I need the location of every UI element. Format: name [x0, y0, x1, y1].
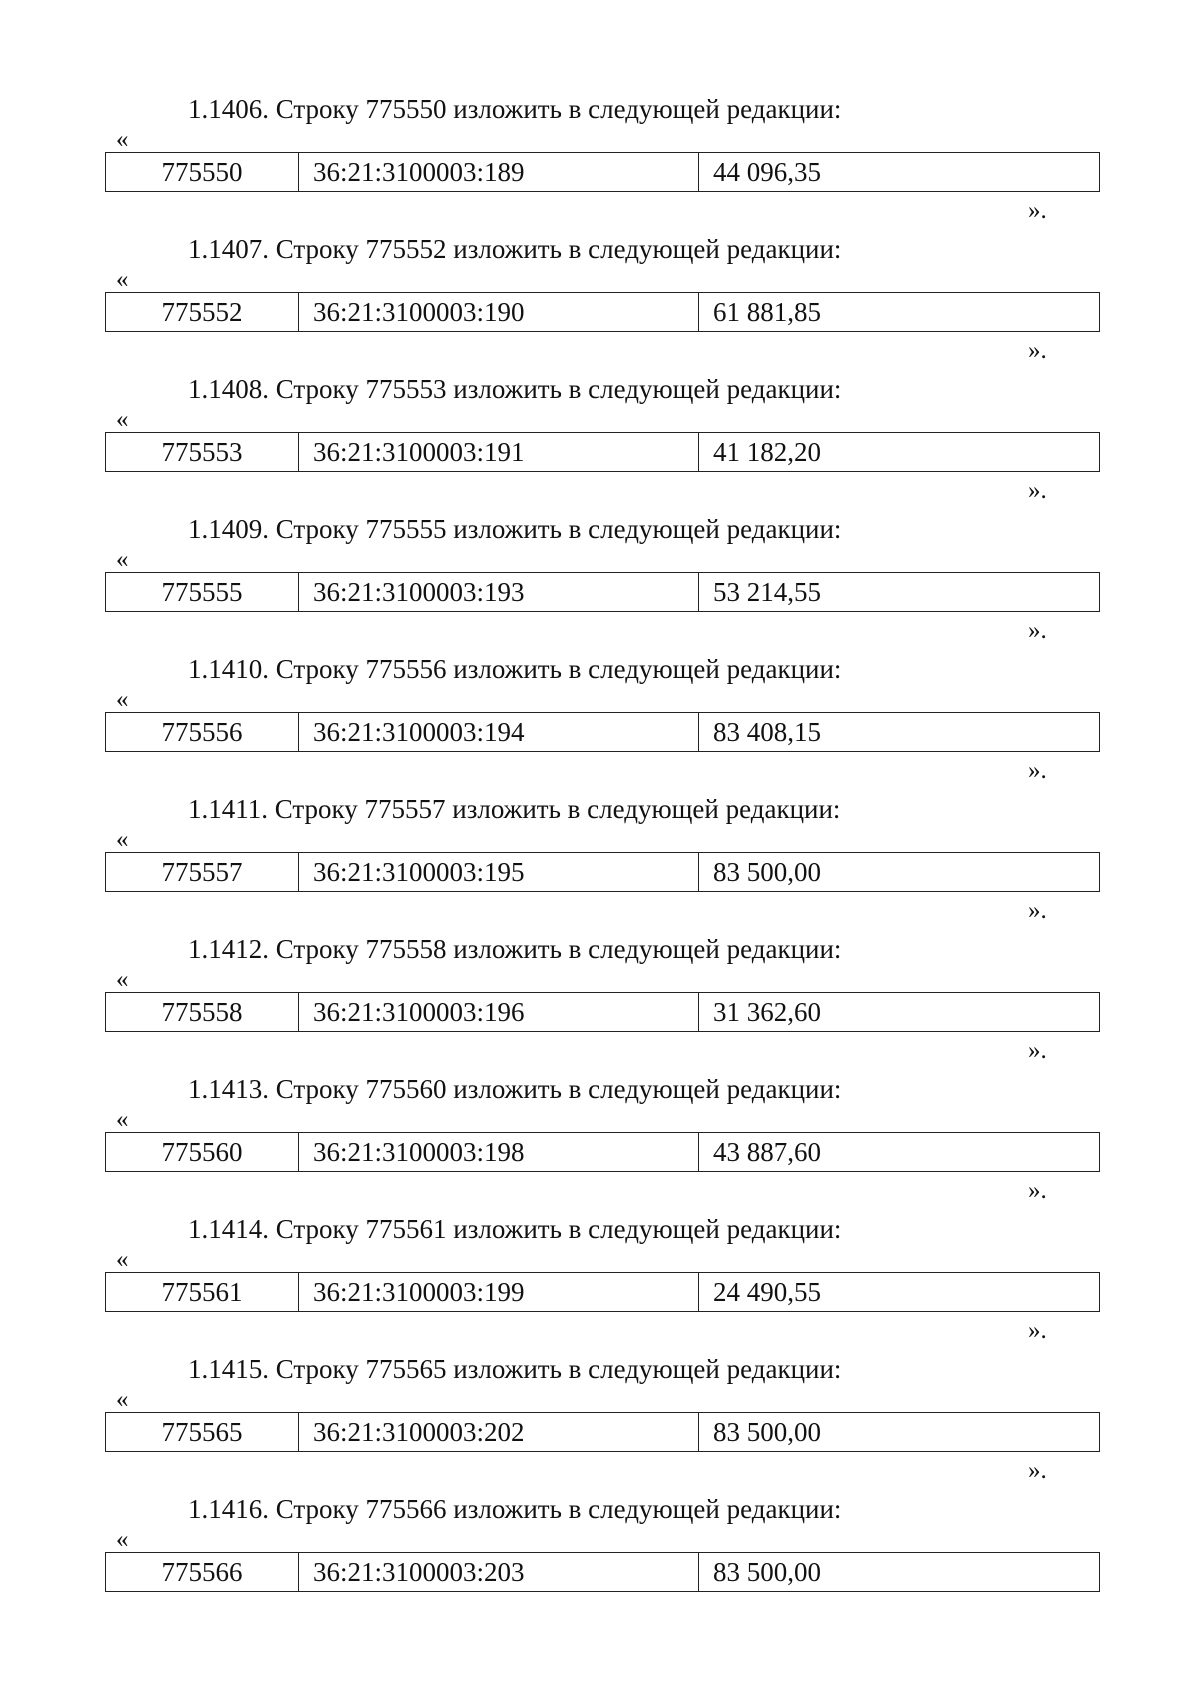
table-row	[106, 293, 1100, 332]
amendment-block	[0, 1492, 1200, 1632]
closing-quote: ».	[1028, 197, 1047, 224]
table-row	[106, 153, 1100, 192]
amendment-row-table	[105, 292, 1100, 332]
cadastral-number-cell: 36:21:3100003:195	[299, 853, 699, 892]
amendment-heading: 1.1409. Строку 775555 изложить в следующей редакции:	[188, 514, 842, 544]
amendment-block	[0, 512, 1200, 652]
amendment-row-table	[105, 1552, 1100, 1592]
cadastral-number-cell: 36:21:3100003:193	[299, 573, 699, 612]
opening-quote: «	[116, 266, 129, 293]
closing-quote: ».	[1028, 1317, 1047, 1344]
cadastral-value-cell: 83 500,00	[699, 1413, 1100, 1452]
row-code-cell: 775550	[106, 153, 299, 192]
cadastral-number-cell: 36:21:3100003:196	[299, 993, 699, 1032]
table-row	[106, 1273, 1100, 1312]
amendment-row-table	[105, 432, 1100, 472]
cadastral-value-cell: 24 490,55	[699, 1273, 1100, 1312]
amendment-row-table	[105, 992, 1100, 1032]
amendment-row-table	[105, 1272, 1100, 1312]
amendment-heading: 1.1407. Строку 775552 изложить в следующей редакции:	[188, 234, 842, 264]
row-code-cell: 775565	[106, 1413, 299, 1452]
cadastral-number-cell: 36:21:3100003:203	[299, 1553, 699, 1592]
cadastral-value-cell: 43 887,60	[699, 1133, 1100, 1172]
table-row	[106, 713, 1100, 752]
cadastral-value-cell: 53 214,55	[699, 573, 1100, 612]
table-row	[106, 1133, 1100, 1172]
opening-quote: «	[116, 686, 129, 713]
closing-quote: ».	[1028, 757, 1047, 784]
cadastral-value-cell: 83 500,00	[699, 853, 1100, 892]
opening-quote: «	[116, 1386, 129, 1413]
amendment-block	[0, 792, 1200, 932]
cadastral-value-cell: 44 096,35	[699, 153, 1100, 192]
amendment-block	[0, 1072, 1200, 1212]
amendment-row-table	[105, 852, 1100, 892]
cadastral-number-cell: 36:21:3100003:202	[299, 1413, 699, 1452]
amendment-block	[0, 652, 1200, 792]
closing-quote: ».	[1028, 1177, 1047, 1204]
amendment-block	[0, 1352, 1200, 1492]
opening-quote: «	[116, 1526, 129, 1553]
amendment-block	[0, 932, 1200, 1072]
row-code-cell: 775561	[106, 1273, 299, 1312]
amendment-block	[0, 372, 1200, 512]
row-code-cell: 775566	[106, 1553, 299, 1592]
amendment-row-table	[105, 1132, 1100, 1172]
table-row	[106, 853, 1100, 892]
row-code-cell: 775560	[106, 1133, 299, 1172]
amendment-row-table	[105, 152, 1100, 192]
amendment-heading: 1.1415. Строку 775565 изложить в следующей редакции:	[188, 1354, 842, 1384]
row-code-cell: 775557	[106, 853, 299, 892]
cadastral-value-cell: 41 182,20	[699, 433, 1100, 472]
row-code-cell: 775553	[106, 433, 299, 472]
amendment-heading: 1.1411. Строку 775557 изложить в следующей редакции:	[188, 794, 841, 824]
table-row	[106, 1413, 1100, 1452]
amendment-heading: 1.1414. Строку 775561 изложить в следующей редакции:	[188, 1214, 842, 1244]
closing-quote: ».	[1028, 1457, 1047, 1484]
closing-quote: ».	[1028, 1037, 1047, 1064]
amendment-row-table	[105, 1412, 1100, 1452]
amendment-block	[0, 92, 1200, 232]
closing-quote: ».	[1028, 477, 1047, 504]
cadastral-number-cell: 36:21:3100003:189	[299, 153, 699, 192]
amendment-row-table	[105, 572, 1100, 612]
cadastral-number-cell: 36:21:3100003:191	[299, 433, 699, 472]
row-code-cell: 775558	[106, 993, 299, 1032]
amendment-heading: 1.1408. Строку 775553 изложить в следующей редакции:	[188, 374, 842, 404]
closing-quote: ».	[1028, 897, 1047, 924]
closing-quote: ».	[1028, 617, 1047, 644]
cadastral-number-cell: 36:21:3100003:194	[299, 713, 699, 752]
table-row	[106, 433, 1100, 472]
table-row	[106, 573, 1100, 612]
opening-quote: «	[116, 826, 129, 853]
cadastral-value-cell: 61 881,85	[699, 293, 1100, 332]
cadastral-number-cell: 36:21:3100003:199	[299, 1273, 699, 1312]
opening-quote: «	[116, 406, 129, 433]
opening-quote: «	[116, 126, 129, 153]
amendment-block	[0, 232, 1200, 372]
opening-quote: «	[116, 1246, 129, 1273]
cadastral-value-cell: 31 362,60	[699, 993, 1100, 1032]
table-row	[106, 1553, 1100, 1592]
row-code-cell: 775556	[106, 713, 299, 752]
cadastral-number-cell: 36:21:3100003:198	[299, 1133, 699, 1172]
row-code-cell: 775552	[106, 293, 299, 332]
table-row	[106, 993, 1100, 1032]
cadastral-value-cell: 83 408,15	[699, 713, 1100, 752]
amendment-block	[0, 1212, 1200, 1352]
cadastral-value-cell: 83 500,00	[699, 1553, 1100, 1592]
amendment-row-table	[105, 712, 1100, 752]
row-code-cell: 775555	[106, 573, 299, 612]
closing-quote: ».	[1028, 337, 1047, 364]
amendment-heading: 1.1412. Строку 775558 изложить в следующей редакции:	[188, 934, 842, 964]
opening-quote: «	[116, 966, 129, 993]
amendment-heading: 1.1416. Строку 775566 изложить в следующей редакции:	[188, 1494, 842, 1524]
amendment-heading: 1.1410. Строку 775556 изложить в следующей редакции:	[188, 654, 842, 684]
opening-quote: «	[116, 546, 129, 573]
amendment-heading: 1.1413. Строку 775560 изложить в следующей редакции:	[188, 1074, 842, 1104]
cadastral-number-cell: 36:21:3100003:190	[299, 293, 699, 332]
amendment-heading: 1.1406. Строку 775550 изложить в следующей редакции:	[188, 94, 842, 124]
opening-quote: «	[116, 1106, 129, 1133]
